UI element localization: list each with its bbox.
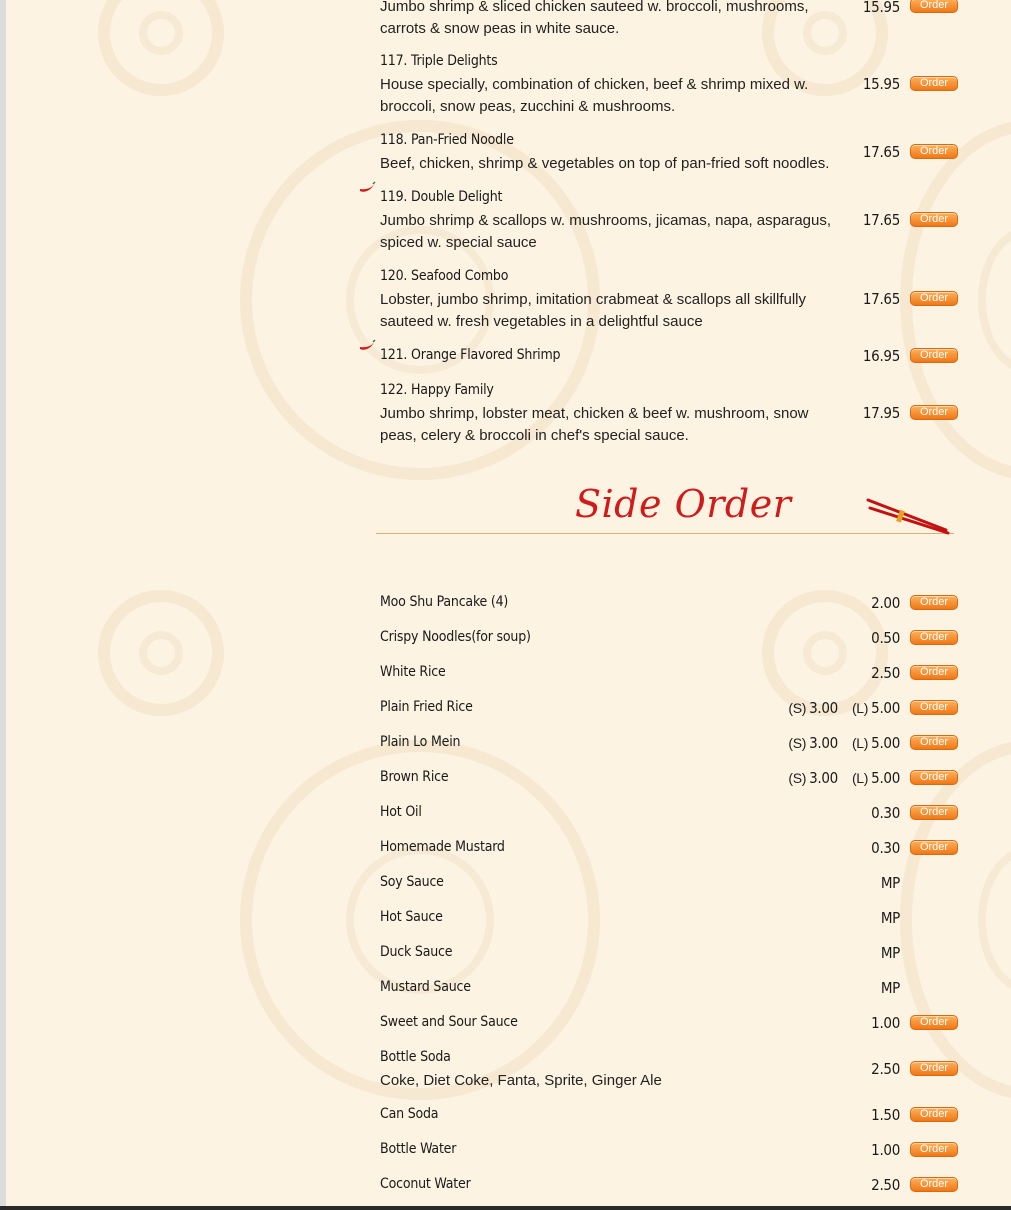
side-price: 0.30 (871, 839, 900, 857)
small-price: 3.00 (809, 769, 838, 787)
side-name: Moo Shu Pancake (4) (380, 594, 509, 610)
side-price: 0.50 (871, 629, 900, 647)
side-price: 2.50 (871, 1176, 900, 1194)
side-name: Homemade Mustard (380, 839, 505, 855)
item-price: 17.95 (862, 404, 900, 422)
side-name: Duck Sauce (380, 944, 453, 960)
order-button[interactable]: Order (910, 1177, 958, 1192)
spicy-pepper-icon (358, 181, 376, 195)
side-price: 2.50 (871, 1060, 900, 1078)
side-name: Plain Lo Mein (380, 734, 461, 750)
size-large-label: (L) (851, 700, 869, 716)
item-name: 121. Orange Flavored Shrimp (380, 347, 561, 363)
large-price: 5.00 (871, 734, 900, 752)
order-button[interactable]: Order (910, 1107, 958, 1122)
small-price: 3.00 (809, 734, 838, 752)
order-button[interactable]: Order (910, 1142, 958, 1157)
size-small-label: (S) (788, 770, 807, 786)
item-name: 117. Triple Delights (380, 53, 498, 69)
item-description: Beef, chicken, shrimp & vegetables on top of pan-fried soft noodles. (380, 155, 830, 172)
item-description: Jumbo shrimp, lobster meat, chicken & beef w. mushroom, snow peas, celery & broccoli in chef's special sauce. (380, 405, 809, 444)
item-price: 16.95 (862, 347, 900, 365)
size-small-label: (S) (788, 700, 807, 716)
size-large-label: (L) (851, 735, 869, 751)
order-button[interactable]: Order (910, 735, 958, 750)
small-price: 3.00 (809, 699, 838, 717)
size-large-label: (L) (851, 770, 869, 786)
side-name: Bottle Soda (380, 1049, 451, 1065)
order-button[interactable]: Order (910, 1061, 958, 1076)
order-button[interactable]: Order (910, 76, 958, 91)
side-name: Crispy Noodles(for soup) (380, 629, 531, 645)
side-price: 2.50 (871, 664, 900, 682)
order-button[interactable]: Order (910, 212, 958, 227)
bottom-bar (0, 1206, 1011, 1210)
side-name: Hot Sauce (380, 909, 443, 925)
item-description: Lobster, jumbo shrimp, imitation crabmeat & scallops all skillfully sauteed w. fresh vegetables in a delightful sauce (380, 291, 806, 330)
side-price: 1.00 (871, 1141, 900, 1159)
side-name: Brown Rice (380, 769, 449, 785)
side-name: Hot Oil (380, 804, 422, 820)
side-price (774, 699, 900, 717)
large-price: 5.00 (871, 769, 900, 787)
side-name: Mustard Sauce (380, 979, 471, 995)
side-name: Sweet and Sour Sauce (380, 1014, 518, 1030)
side-name: Plain Fried Rice (380, 699, 473, 715)
item-name: 122. Happy Family (380, 382, 494, 398)
order-button[interactable]: Order (910, 805, 958, 820)
side-price: 2.00 (871, 594, 900, 612)
item-price: 17.65 (862, 211, 900, 229)
item-description: Jumbo shrimp & scallops w. mushrooms, jicamas, napa, asparagus, spiced w. special sauce (380, 212, 832, 251)
side-name: Bottle Water (380, 1141, 457, 1157)
large-price: 5.00 (871, 699, 900, 717)
side-name: White Rice (380, 664, 446, 680)
side-price (774, 734, 900, 752)
item-name: 118. Pan-Fried Noodle (380, 132, 514, 148)
item-name: 119. Double Delight (380, 189, 503, 205)
order-button[interactable]: Order (910, 291, 958, 306)
side-price: 0.30 (871, 804, 900, 822)
item-description: House specially, combination of chicken, beef & shrimp mixed w. broccoli, snow peas, zucchini & mushrooms. (380, 76, 809, 115)
item-price: 15.95 (862, 0, 900, 16)
side-price: MP (880, 944, 900, 962)
side-price: MP (880, 909, 900, 927)
order-button[interactable]: Order (910, 0, 958, 13)
side-price: MP (880, 979, 900, 997)
item-price: 17.65 (862, 143, 900, 161)
order-button[interactable]: Order (910, 405, 958, 420)
order-button[interactable]: Order (910, 595, 958, 610)
order-button[interactable]: Order (910, 700, 958, 715)
item-price: 15.95 (862, 75, 900, 93)
side-price: 1.50 (871, 1106, 900, 1124)
order-button[interactable]: Order (910, 1015, 958, 1030)
order-button[interactable]: Order (910, 665, 958, 680)
item-description: Jumbo shrimp & sliced chicken sauteed w. broccoli, mushrooms, carrots & snow peas in white sauce. (380, 0, 809, 37)
order-button[interactable]: Order (910, 770, 958, 785)
order-button[interactable]: Order (910, 144, 958, 159)
side-name: Soy Sauce (380, 874, 444, 890)
chopsticks-icon (866, 496, 950, 536)
spicy-pepper-icon (358, 339, 376, 353)
order-button[interactable]: Order (910, 348, 958, 363)
order-button[interactable]: Order (910, 840, 958, 855)
side-description: Coke, Diet Coke, Fanta, Sprite, Ginger Ale (380, 1072, 662, 1089)
order-button[interactable]: Order (910, 630, 958, 645)
section-title: Side Order (575, 482, 792, 526)
item-name: 120. Seafood Combo (380, 268, 509, 284)
side-price: 1.00 (871, 1014, 900, 1032)
side-name: Can Soda (380, 1106, 439, 1122)
side-price: MP (880, 874, 900, 892)
side-name: Coconut Water (380, 1176, 471, 1192)
size-small-label: (S) (788, 735, 807, 751)
item-price: 17.65 (862, 290, 900, 308)
side-price (774, 769, 900, 787)
